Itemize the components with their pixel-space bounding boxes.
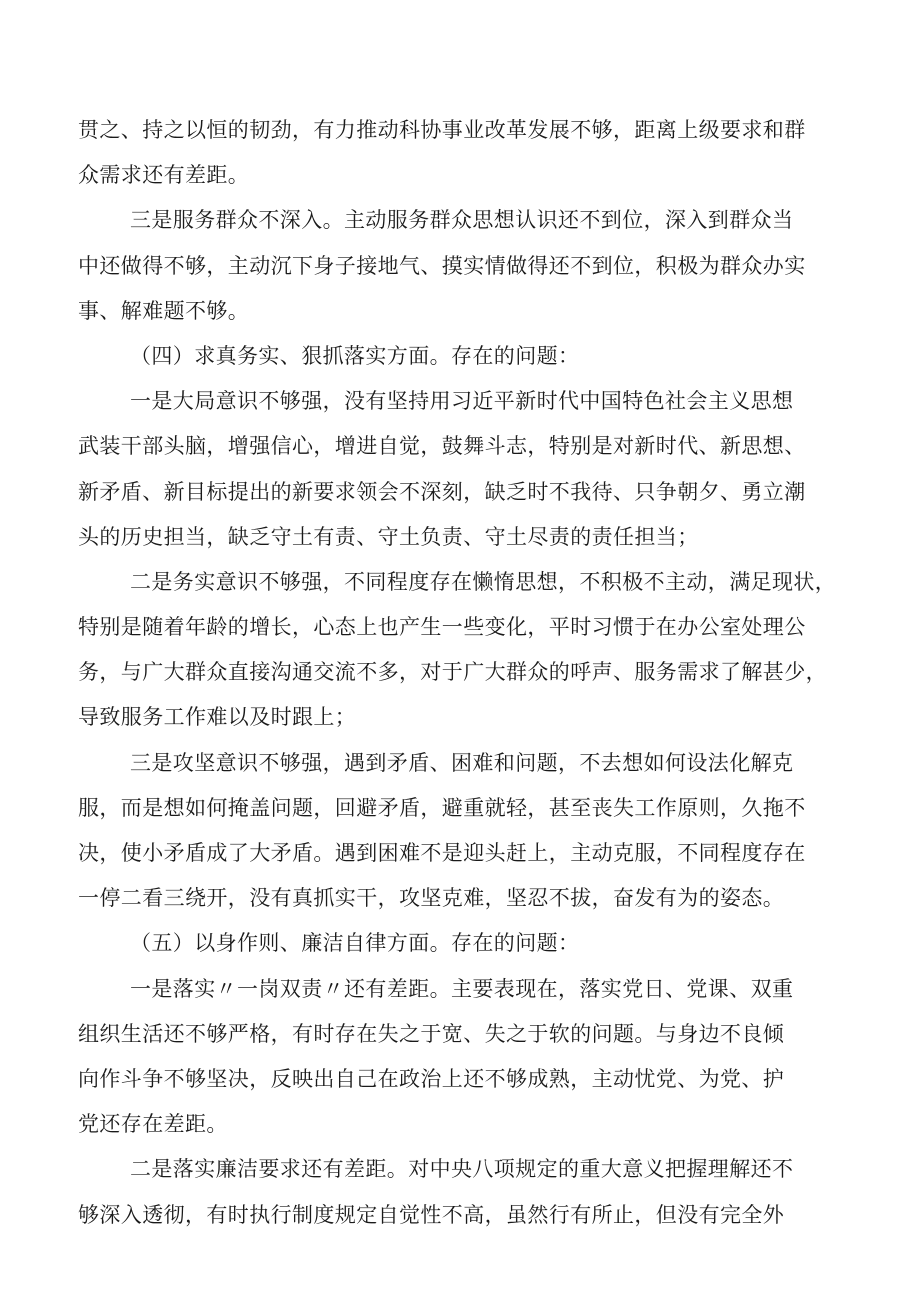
- text-line: 党还存在差距。: [78, 1112, 228, 1137]
- text-line: 贯之、持之以恒的韧劲，有力推动科协事业改革发展不够，距离上级要求和群: [78, 118, 806, 142]
- text-line: 众需求还有差距。: [78, 163, 250, 188]
- paragraph-start-line: 一是大局意识不够强，没有坚持用习近平新时代中国特色社会主义思想: [130, 389, 794, 414]
- document-page: [78, 108, 858, 1238]
- text-line: 特别是随着年龄的增长，心态上也产生一些变化，平时习惯于在办公室处理公: [78, 615, 806, 640]
- text-line: 事、解难题不够。: [78, 298, 250, 323]
- text-line: 组织生活还不够严格，有时存在失之于宽、失之于软的问题。与身边不良倾: [78, 1021, 785, 1046]
- text-line: 一停二看三绕开，没有真抓实干，攻坚克难，坚忍不拔，奋发有为的姿态。: [78, 886, 785, 911]
- text-line: 够深入透彻，有时执行制度规定自觉性不高，虽然行有所止，但没有完全外: [78, 1202, 785, 1227]
- paragraph-start-line: 三是服务群众不深入。主动服务群众思想认识还不到位，深入到群众当: [130, 208, 794, 233]
- text-line: 导致服务工作难以及时跟上；: [78, 705, 357, 730]
- paragraph-start-line: 二是落实廉洁要求还有差距。对中央八项规定的重大意义把握理解还不: [130, 1157, 794, 1182]
- text-line: 头的历史担当，缺乏守土有责、守土负责、守土尽责的责任担当；: [78, 524, 699, 549]
- paragraph-start-line: 一是落实〃一岗双责〃还有差距。主要表现在，落实党日、党课、双重: [130, 976, 794, 1001]
- text-line: 向作斗争不够坚决，反映出自己在政治上还不够成熟，主动忧党、为党、护: [78, 1066, 785, 1091]
- section-heading: （五）以身作则、廉洁自律方面。存在的问题：: [130, 931, 580, 956]
- text-line: 服，而是想如何掩盖问题，回避矛盾，避重就轻，甚至丧失工作原则，久拖不: [78, 795, 806, 820]
- text-line: 武装干部头脑，增强信心，增进自觉，鼓舞斗志，特别是对新时代、新思想、: [78, 434, 806, 459]
- text-line: 新矛盾、新目标提出的新要求领会不深刻，缺乏时不我待、只争朝夕、勇立潮: [78, 479, 806, 504]
- paragraph-start-line: 二是务实意识不够强，不同程度存在懒惰思想，不积极不主动，满足现状，: [130, 569, 837, 594]
- section-heading: （四）求真务实、狠抓落实方面。存在的问题：: [130, 343, 580, 368]
- text-line: 务，与广大群众直接沟通交流不多，对于广大群众的呼声、服务需求了解甚少，: [78, 660, 827, 685]
- text-line: 中还做得不够，主动沉下身子接地气、摸实情做得还不到位，积极为群众办实: [78, 253, 806, 278]
- paragraph-start-line: 三是攻坚意识不够强，遇到矛盾、困难和问题，不去想如何设法化解克: [130, 750, 794, 775]
- text-line: 决，使小矛盾成了大矛盾。遇到困难不是迎头赶上，主动克服，不同程度存在: [78, 841, 806, 865]
